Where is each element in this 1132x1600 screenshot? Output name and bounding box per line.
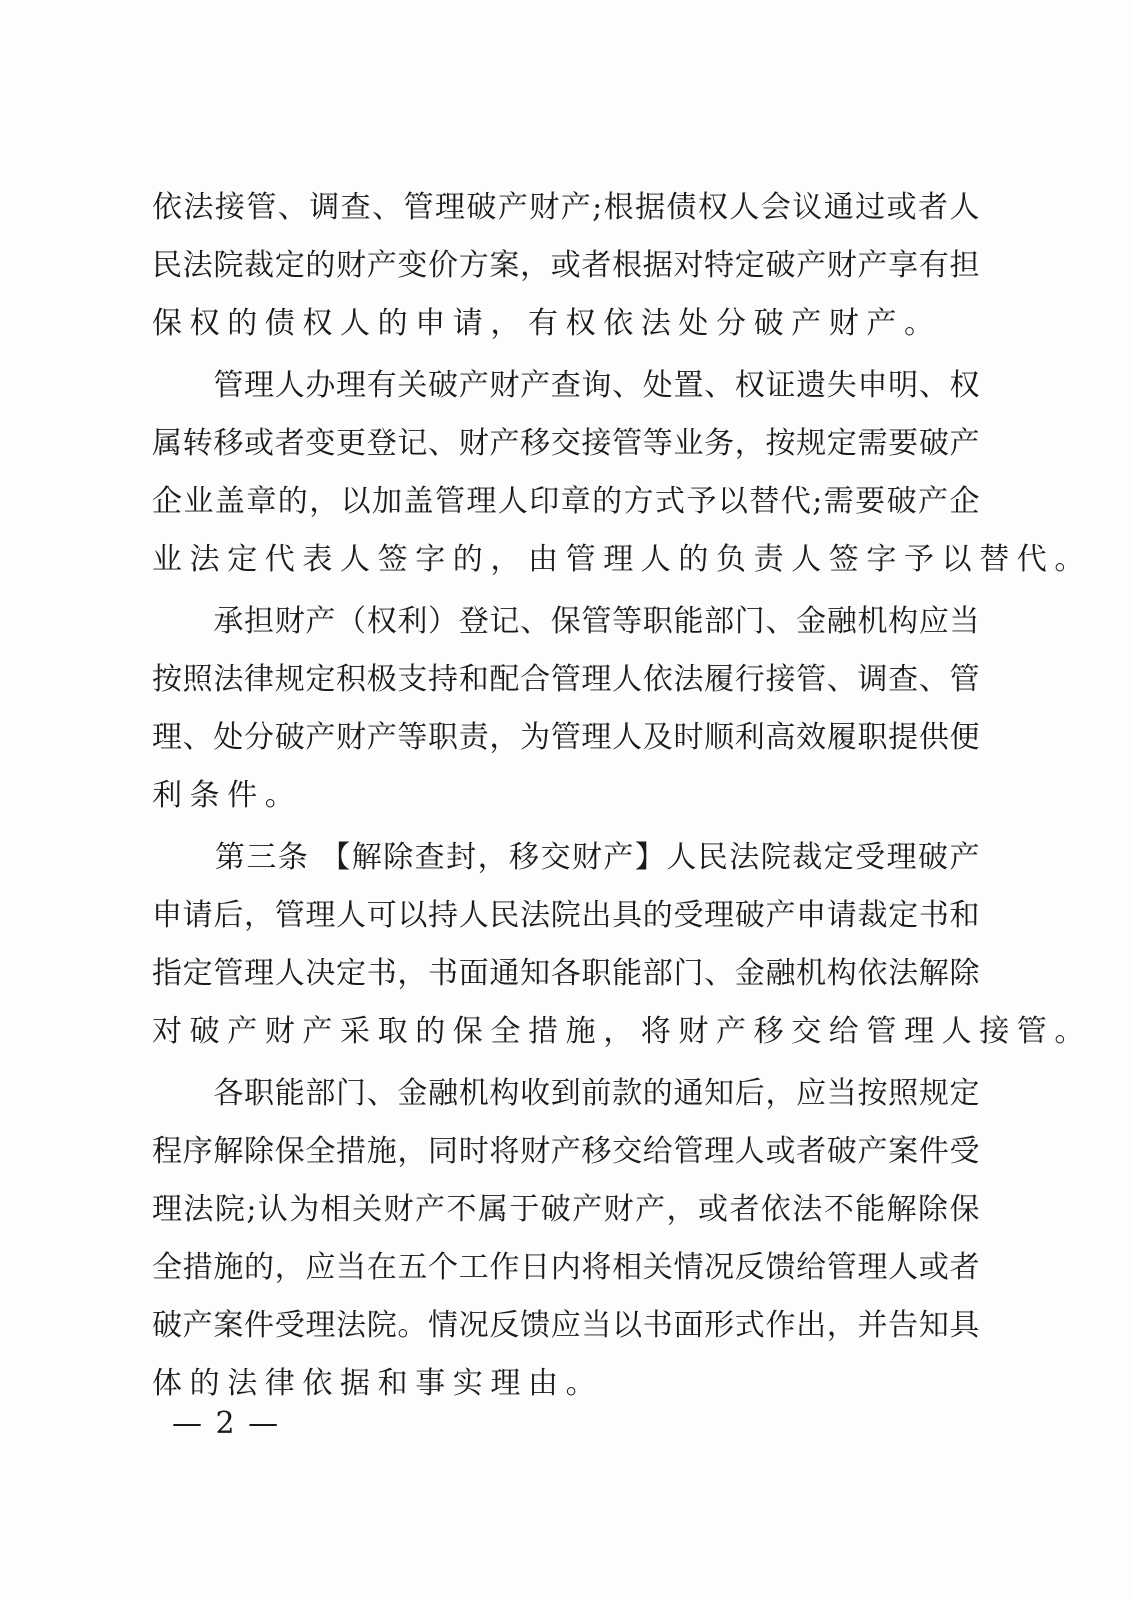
paragraph-4-article-three bbox=[152, 829, 1092, 1061]
text-line: 全措施的，应当在五个工作日内将相关情况反馈给管理人或者 bbox=[152, 1250, 980, 1285]
text-line: 民法院裁定的财产变价方案，或者根据对特定破产财产享有担 bbox=[152, 248, 980, 283]
paragraph-3 bbox=[152, 593, 980, 825]
text-line: 破产案件受理法院。情况反馈应当以书面形式作出，并告知具 bbox=[152, 1308, 980, 1343]
text-line: 对破产财产采取的保全措施，将财产移交给管理人接管。 bbox=[152, 1014, 1092, 1049]
text-line: 指定管理人决定书，书面通知各职能部门、金融机构依法解除 bbox=[152, 956, 980, 991]
text-line: 按照法律规定积极支持和配合管理人依法履行接管、调查、管 bbox=[152, 662, 980, 697]
document-body bbox=[152, 179, 1092, 1413]
text-line: 管理人办理有关破产财产查询、处置、权证遗失申明、权 bbox=[152, 368, 980, 403]
paragraph-1 bbox=[152, 179, 980, 353]
text-line: 保权的债权人的申请，有权依法处分破产财产。 bbox=[152, 306, 942, 341]
text-line: 理法院;认为相关财产不属于破产财产，或者依法不能解除保 bbox=[152, 1192, 980, 1227]
text-line: 理、处分破产财产等职责，为管理人及时顺利高效履职提供便 bbox=[152, 720, 980, 755]
paragraph-2 bbox=[152, 357, 1092, 589]
text-line: 企业盖章的，以加盖管理人印章的方式予以替代;需要破产企 bbox=[152, 484, 980, 519]
text-line: 利条件。 bbox=[152, 778, 303, 813]
text-line: 承担财产（权利）登记、保管等职能部门、金融机构应当 bbox=[152, 604, 980, 639]
text-line: 申请后，管理人可以持人民法院出具的受理破产申请裁定书和 bbox=[152, 898, 980, 933]
page-number: — 2 — bbox=[172, 1406, 281, 1441]
text-line: 各职能部门、金融机构收到前款的通知后，应当按照规定 bbox=[152, 1076, 980, 1111]
text-line: 第三条 【解除查封，移交财产】人民法院裁定受理破产 bbox=[152, 840, 980, 875]
text-line: 业法定代表人签字的，由管理人的负责人签字予以替代。 bbox=[152, 542, 1092, 577]
paragraph-5 bbox=[152, 1065, 980, 1413]
text-line: 程序解除保全措施，同时将财产移交给管理人或者破产案件受 bbox=[152, 1134, 980, 1169]
text-line: 体的法律依据和事实理由。 bbox=[152, 1366, 604, 1401]
text-line: 依法接管、调查、管理破产财产;根据债权人会议通过或者人 bbox=[152, 190, 980, 225]
text-line: 属转移或者变更登记、财产移交接管等业务，按规定需要破产 bbox=[152, 426, 980, 461]
